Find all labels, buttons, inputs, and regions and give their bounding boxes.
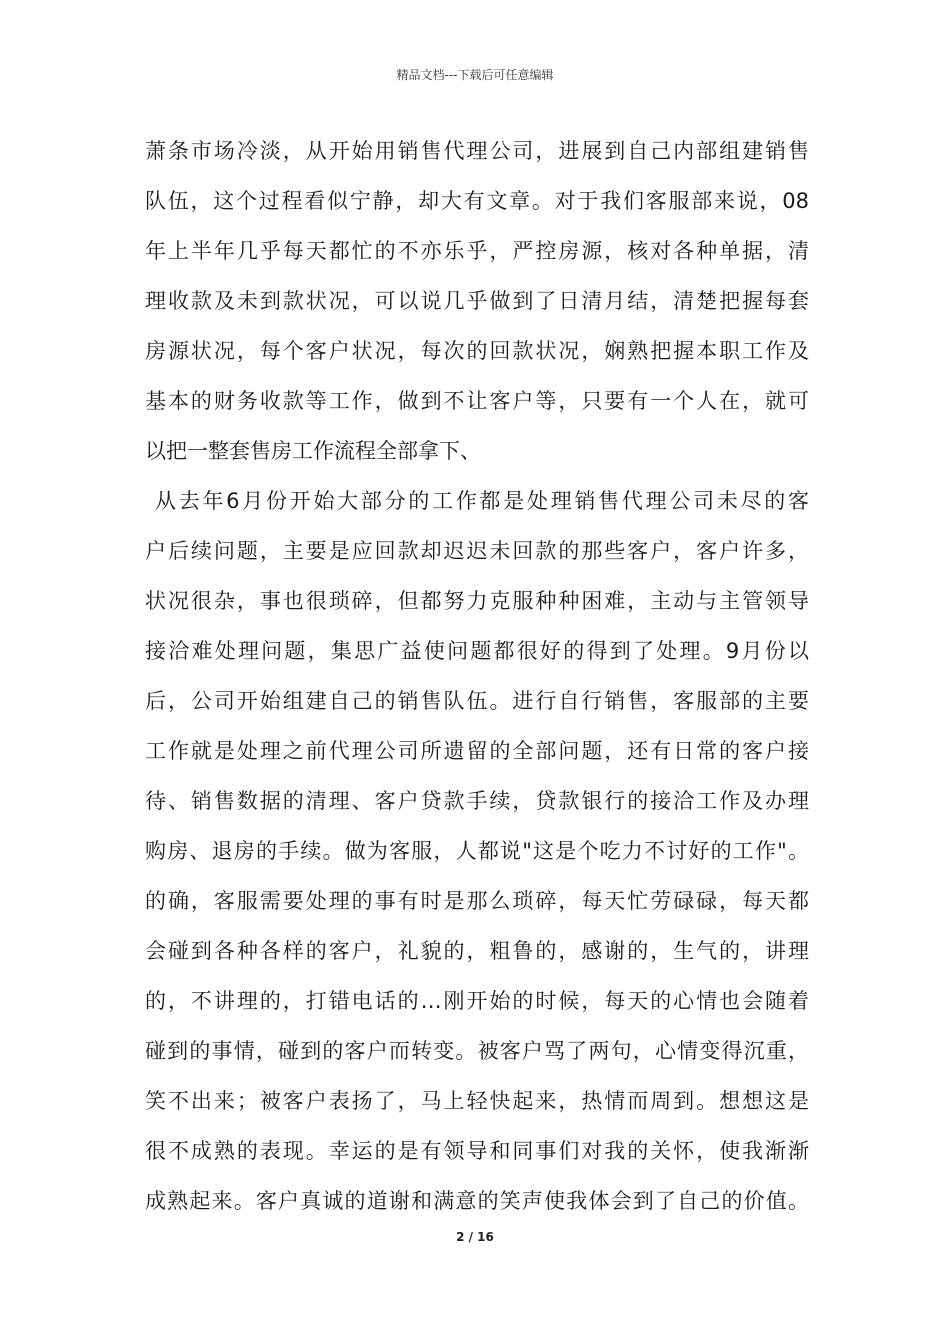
text-line: 理收款及未到款状况，可以说几乎做到了日清月结，清楚把握每套	[145, 289, 809, 313]
text-line: 户后续问题，主要是应回款却迟迟未回款的那些客户，客户许多，	[145, 539, 809, 563]
text-line: 接洽难处理问题，集思广益使问题都很好的得到了处理。9月份以	[145, 639, 809, 663]
text-line: 萧条市场冷淡，从开始用销售代理公司，进展到自己内部组建销售	[145, 139, 809, 163]
text-line: 的，不讲理的，打错电话的…刚开始的时候，每天的心情也会随着	[145, 989, 809, 1013]
text-line: 后，公司开始组建自己的销售队伍。进行自行销售，客服部的主要	[145, 689, 809, 713]
page-number: 2 / 16	[456, 1230, 494, 1244]
text-line: 会碰到各种各样的客户，礼貌的，粗鲁的，感谢的，生气的，讲理	[145, 939, 809, 963]
text-line: 基本的财务收款等工作，做到不让客户等，只要有一个人在，就可	[145, 389, 809, 413]
text-line: 很不成熟的表现。幸运的是有领导和同事们对我的关怀，使我渐渐	[145, 1139, 809, 1163]
paragraph-1	[145, 126, 809, 476]
text-line: 工作就是处理之前代理公司所遗留的全部问题，还有日常的客户接	[145, 739, 809, 763]
text-line: 碰到的事情，碰到的客户而转变。被客户骂了两句，心情变得沉重，	[145, 1039, 809, 1063]
document-body	[145, 126, 809, 1226]
text-line: 笑不出来；被客户表扬了，马上轻快起来，热情而周到。想想这是	[145, 1089, 809, 1113]
text-line: 年上半年几乎每天都忙的不亦乐乎，严控房源，核对各种单据，清	[145, 239, 809, 263]
text-line: 房源状况，每个客户状况，每次的回款状况，娴熟把握本职工作及	[145, 339, 809, 363]
text-line: 待、销售数据的清理、客户贷款手续，贷款银行的接洽工作及办理	[145, 789, 809, 813]
text-line: 购房、退房的手续。做为客服，人都说"这是个吃力不讨好的工作"。	[145, 839, 809, 863]
text-line: 从去年6月份开始大部分的工作都是处理销售代理公司未尽的客	[155, 489, 809, 513]
paragraph-2	[145, 476, 809, 1226]
page-header: 精品文档---下载后可任意编辑	[396, 68, 554, 82]
text-line: 以把一整套售房工作流程全部拿下、	[145, 439, 481, 463]
text-line: 的确，客服需要处理的事有时是那么琐碎，每天忙劳碌碌，每天都	[145, 889, 809, 913]
text-line: 队伍，这个过程看似宁静，却大有文章。对于我们客服部来说，08	[145, 189, 809, 213]
text-line: 成熟起来。客户真诚的道谢和满意的笑声使我体会到了自己的价值。	[145, 1189, 809, 1213]
text-line: 状况很杂，事也很琐碎，但都努力克服种种困难，主动与主管领导	[145, 589, 809, 613]
